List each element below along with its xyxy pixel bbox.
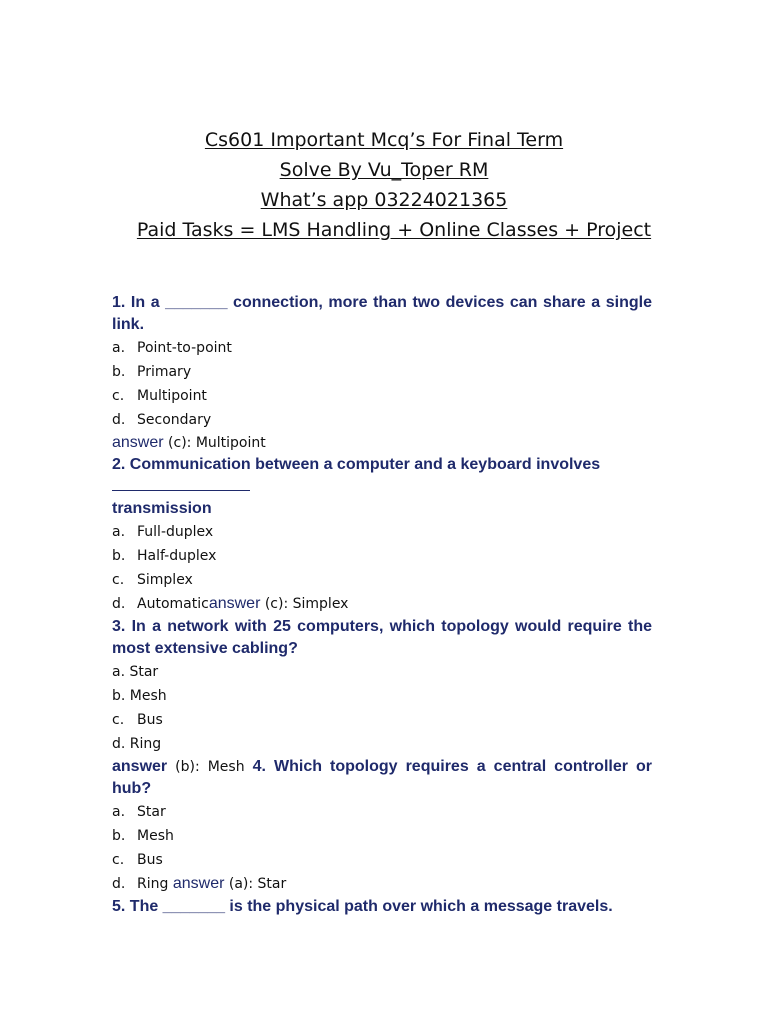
- q3-option-a: a. Star: [112, 664, 159, 680]
- paid-tasks-line: Paid Tasks = LMS Handling + Online Classes + Project: [136, 219, 652, 241]
- q1-option-b: b. Primary: [112, 364, 192, 380]
- question-2-cont: transmission: [112, 500, 212, 517]
- q1-answer: answer (c): Multipoint: [112, 434, 266, 451]
- q3-option-c: c. Bus: [112, 712, 163, 728]
- answer-blank: [112, 478, 250, 491]
- q4-option-b: b. Mesh: [112, 828, 174, 844]
- document-title: Cs601 Important Mcq’s For Final Term: [204, 129, 564, 151]
- solved-by-line: Solve By Vu_Toper RM: [279, 159, 489, 181]
- q3-option-b: b. Mesh: [112, 688, 167, 704]
- q2-answer-word: answer: [208, 595, 261, 612]
- document-header: [0, 125, 768, 245]
- q2-answer-text: (c): Simplex: [260, 596, 349, 612]
- q4-option-c: c. Bus: [112, 852, 163, 868]
- q4-answer-text: (a): Star: [224, 876, 287, 892]
- q4-option-d: d. Ring answer (a): Star: [112, 875, 287, 892]
- q3-option-d: d. Ring: [112, 736, 162, 752]
- whatsapp-line: What’s app 03224021365: [260, 189, 508, 211]
- q4-option-a: a. Star: [112, 804, 166, 820]
- question-5: 5. The _______ is the physical path over which a message travels.: [112, 898, 613, 915]
- q1-option-a: a. Point-to-point: [112, 340, 232, 356]
- question-2-blank: [112, 476, 652, 498]
- q2-option-b: b. Half-duplex: [112, 548, 217, 564]
- mcq-list: [112, 292, 652, 918]
- question-1: 1. In a _______ connection, more than two devices can share a single link.: [112, 294, 652, 333]
- q3-answer-text: (b): Mesh: [167, 759, 253, 775]
- q4-answer-word: answer: [172, 875, 225, 892]
- q1-option-c: c. Multipoint: [112, 388, 207, 404]
- q2-option-a: a. Full-duplex: [112, 524, 214, 540]
- question-4: 4. Which topology requires a central controller or hub?: [112, 758, 652, 797]
- q3-answer-and-question-4: [112, 756, 652, 800]
- q2-option-c: c. Simplex: [112, 572, 193, 588]
- q3-answer-word: answer: [112, 758, 168, 775]
- q1-option-d: d. Secondary: [112, 412, 212, 428]
- q2-option-d: d. Automaticanswer (c): Simplex: [112, 595, 349, 612]
- question-2: 2. Communication between a computer and a keyboard involves: [112, 456, 601, 473]
- question-3: 3. In a network with 25 computers, which topology would require the most extensive cabling?: [112, 618, 652, 657]
